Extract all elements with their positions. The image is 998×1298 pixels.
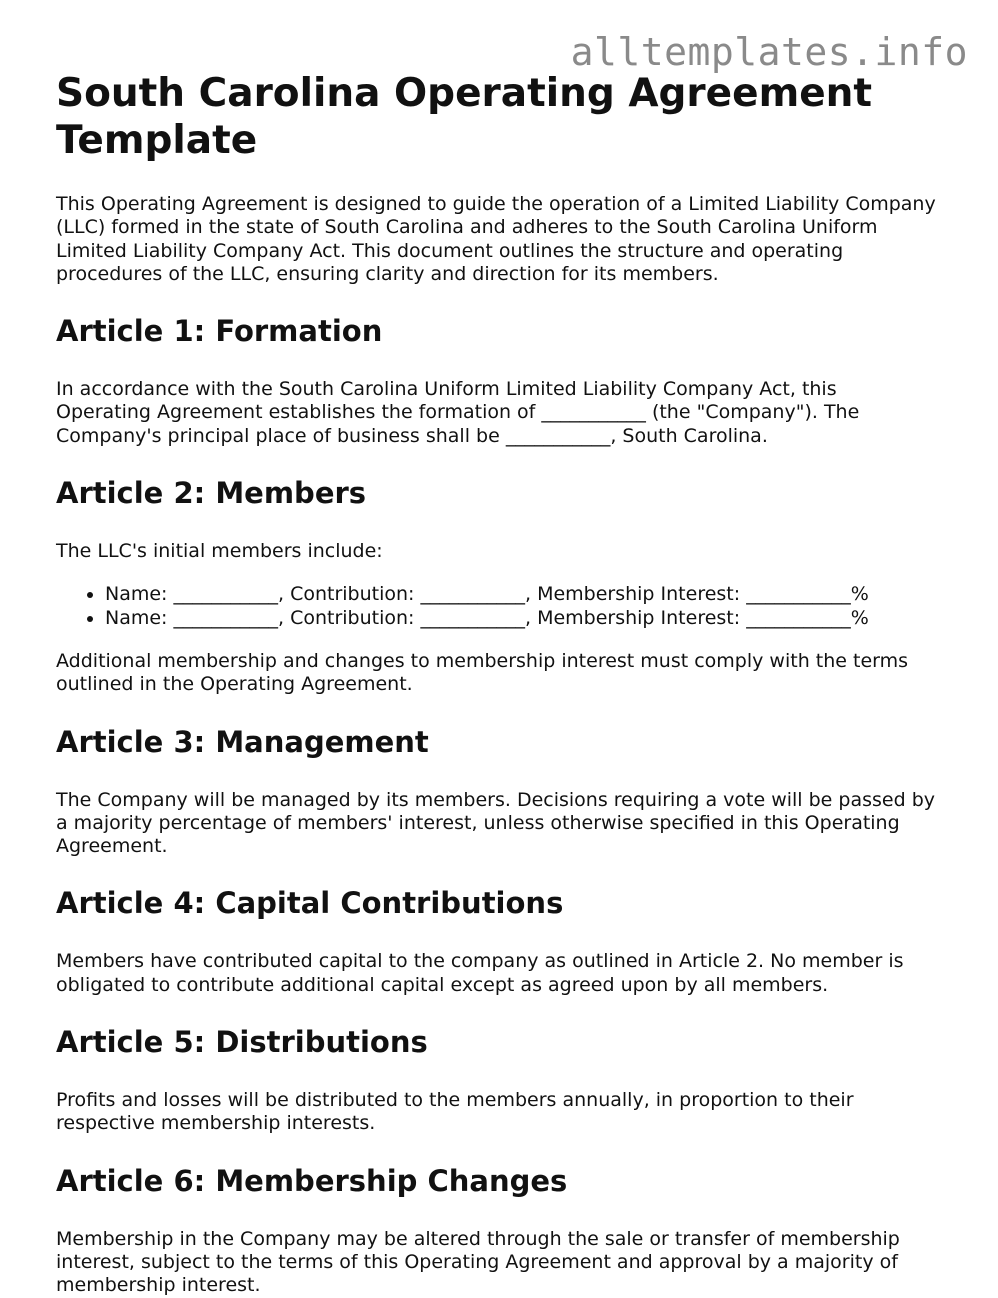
- article-distributions: [56, 1025, 936, 1136]
- article-membership-changes: [56, 1164, 936, 1298]
- article-heading: Article 2: Members: [56, 476, 367, 511]
- document-page: [56, 70, 936, 1298]
- article-body: In accordance with the South Carolina Uniform Limited Liability Company Act, this Operating Agreement establishes the formation of ___________ (the "Company"). The Company's principal place of business shall be ___________, South Carolina.: [56, 378, 860, 447]
- article-heading: Article 6: Membership Changes: [56, 1163, 568, 1198]
- article-heading: Article 3: Management: [56, 724, 429, 759]
- membership-note: Additional membership and changes to membership interest must comply with the terms outlined in the Operating Agreement.: [56, 649, 909, 696]
- intro-paragraph: This Operating Agreement is designed to guide the operation of a Limited Liability Company (LLC) formed in the state of South Carolina and adheres to the South Carolina Uniform Limited Liability Company Act. This document outlines the structure and operating procedures of the LLC, ensuring clarity and direction for its members.: [56, 193, 936, 285]
- article-members: [56, 476, 936, 696]
- document-title: South Carolina Operating Agreement Template: [56, 71, 873, 163]
- watermark: alltemplates.info: [570, 30, 968, 74]
- article-body: The Company will be managed by its members. Decisions requiring a vote will be passed by a majority percentage of members' interest, unless otherwise specified in this Operating Agreement.: [56, 788, 936, 858]
- article-body: Membership in the Company may be altered through the sale or transfer of membership interest, subject to the terms of this Operating Agreement and approval by a majority of membership interest.: [56, 1227, 900, 1297]
- article-capital-contributions: [56, 886, 936, 997]
- article-heading: Article 1: Formation: [56, 314, 383, 349]
- article-heading: Article 4: Capital Contributions: [56, 886, 564, 921]
- article-body: The LLC's initial members include:: [56, 540, 383, 563]
- article-heading: Article 5: Distributions: [56, 1025, 428, 1060]
- member-item: • Name: ___________, Contribution: ___________, Membership Interest: ___________%: [105, 583, 936, 606]
- article-formation: [56, 314, 936, 448]
- members-list: [56, 583, 936, 630]
- article-body: Members have contributed capital to the company as outlined in Article 2. No member is obligated to contribute additional capital except as agreed upon by all members.: [56, 950, 904, 996]
- member-item: • Name: ___________, Contribution: ___________, Membership Interest: ___________%: [105, 607, 936, 630]
- article-body: Profits and losses will be distributed to the members annually, in proportion to their respective membership interests.: [56, 1089, 854, 1135]
- article-management: [56, 725, 936, 859]
